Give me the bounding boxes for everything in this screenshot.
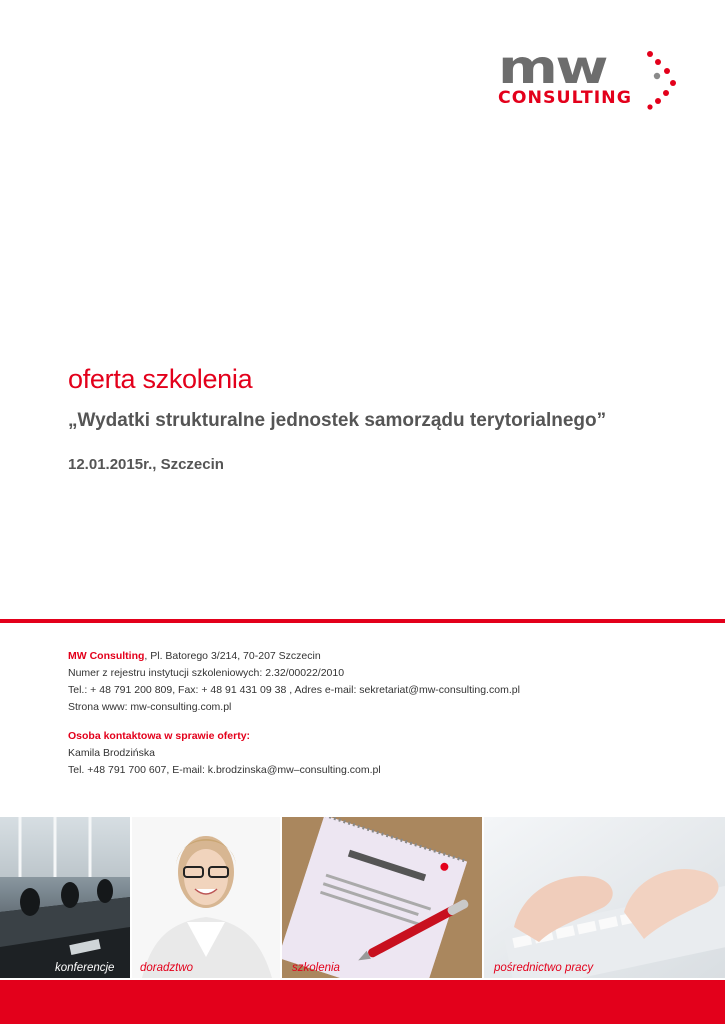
phone-email-line: Tel.: + 48 791 200 809, Fax: + 48 91 431 09 38 , Adres e-mail: sekretariat@mw-consulting.com.pl — [68, 684, 520, 696]
company-address-line — [68, 648, 520, 665]
caption-recruitment: pośrednictwo pracy — [494, 962, 594, 974]
logo-consulting-text: CONSULTING — [498, 88, 632, 108]
photo-conference — [0, 817, 130, 978]
logo-mw-text: mw — [498, 40, 607, 94]
company-logo — [498, 40, 688, 114]
keyboard-hands-image — [484, 817, 725, 978]
caption-conference: konferencje — [55, 962, 115, 974]
consultant-woman-image — [132, 817, 280, 978]
document-subtitle: „Wydatki strukturalne jednostek samorządu terytorialnego” — [68, 410, 607, 431]
website-line: Strona www: mw-consulting.com.pl — [68, 701, 232, 713]
document-title: oferta szkolenia — [68, 364, 253, 394]
contact-person-details: Tel. +48 791 700 607, E-mail: k.brodzinska@mw–consulting.com.pl — [68, 764, 381, 776]
photo-advisory — [132, 817, 280, 978]
photo-training — [282, 817, 482, 978]
company-name: MW Consulting — [68, 650, 145, 662]
bottom-red-bar — [0, 980, 725, 1024]
registry-number: Numer z rejestru instytucji szkoleniowych: 2.32/00022/2010 — [68, 667, 345, 679]
photo-recruitment — [484, 817, 725, 978]
document-date: 12.01.2015r., Szczecin — [68, 456, 224, 473]
caption-training: szkolenia — [292, 962, 340, 974]
conference-room-image — [0, 817, 130, 978]
contact-person-heading: Osoba kontaktowa w sprawie oferty: — [68, 730, 251, 742]
photo-strip — [0, 817, 725, 978]
contact-block — [68, 648, 520, 779]
caption-advisory: doradztwo — [140, 962, 194, 974]
training-materials-image — [282, 817, 482, 978]
company-address: , Pl. Batorego 3/214, 70-207 Szczecin — [144, 650, 321, 662]
contact-person-name: Kamila Brodzińska — [68, 747, 155, 759]
red-divider — [0, 619, 725, 623]
logo-dots-icon — [646, 50, 686, 110]
